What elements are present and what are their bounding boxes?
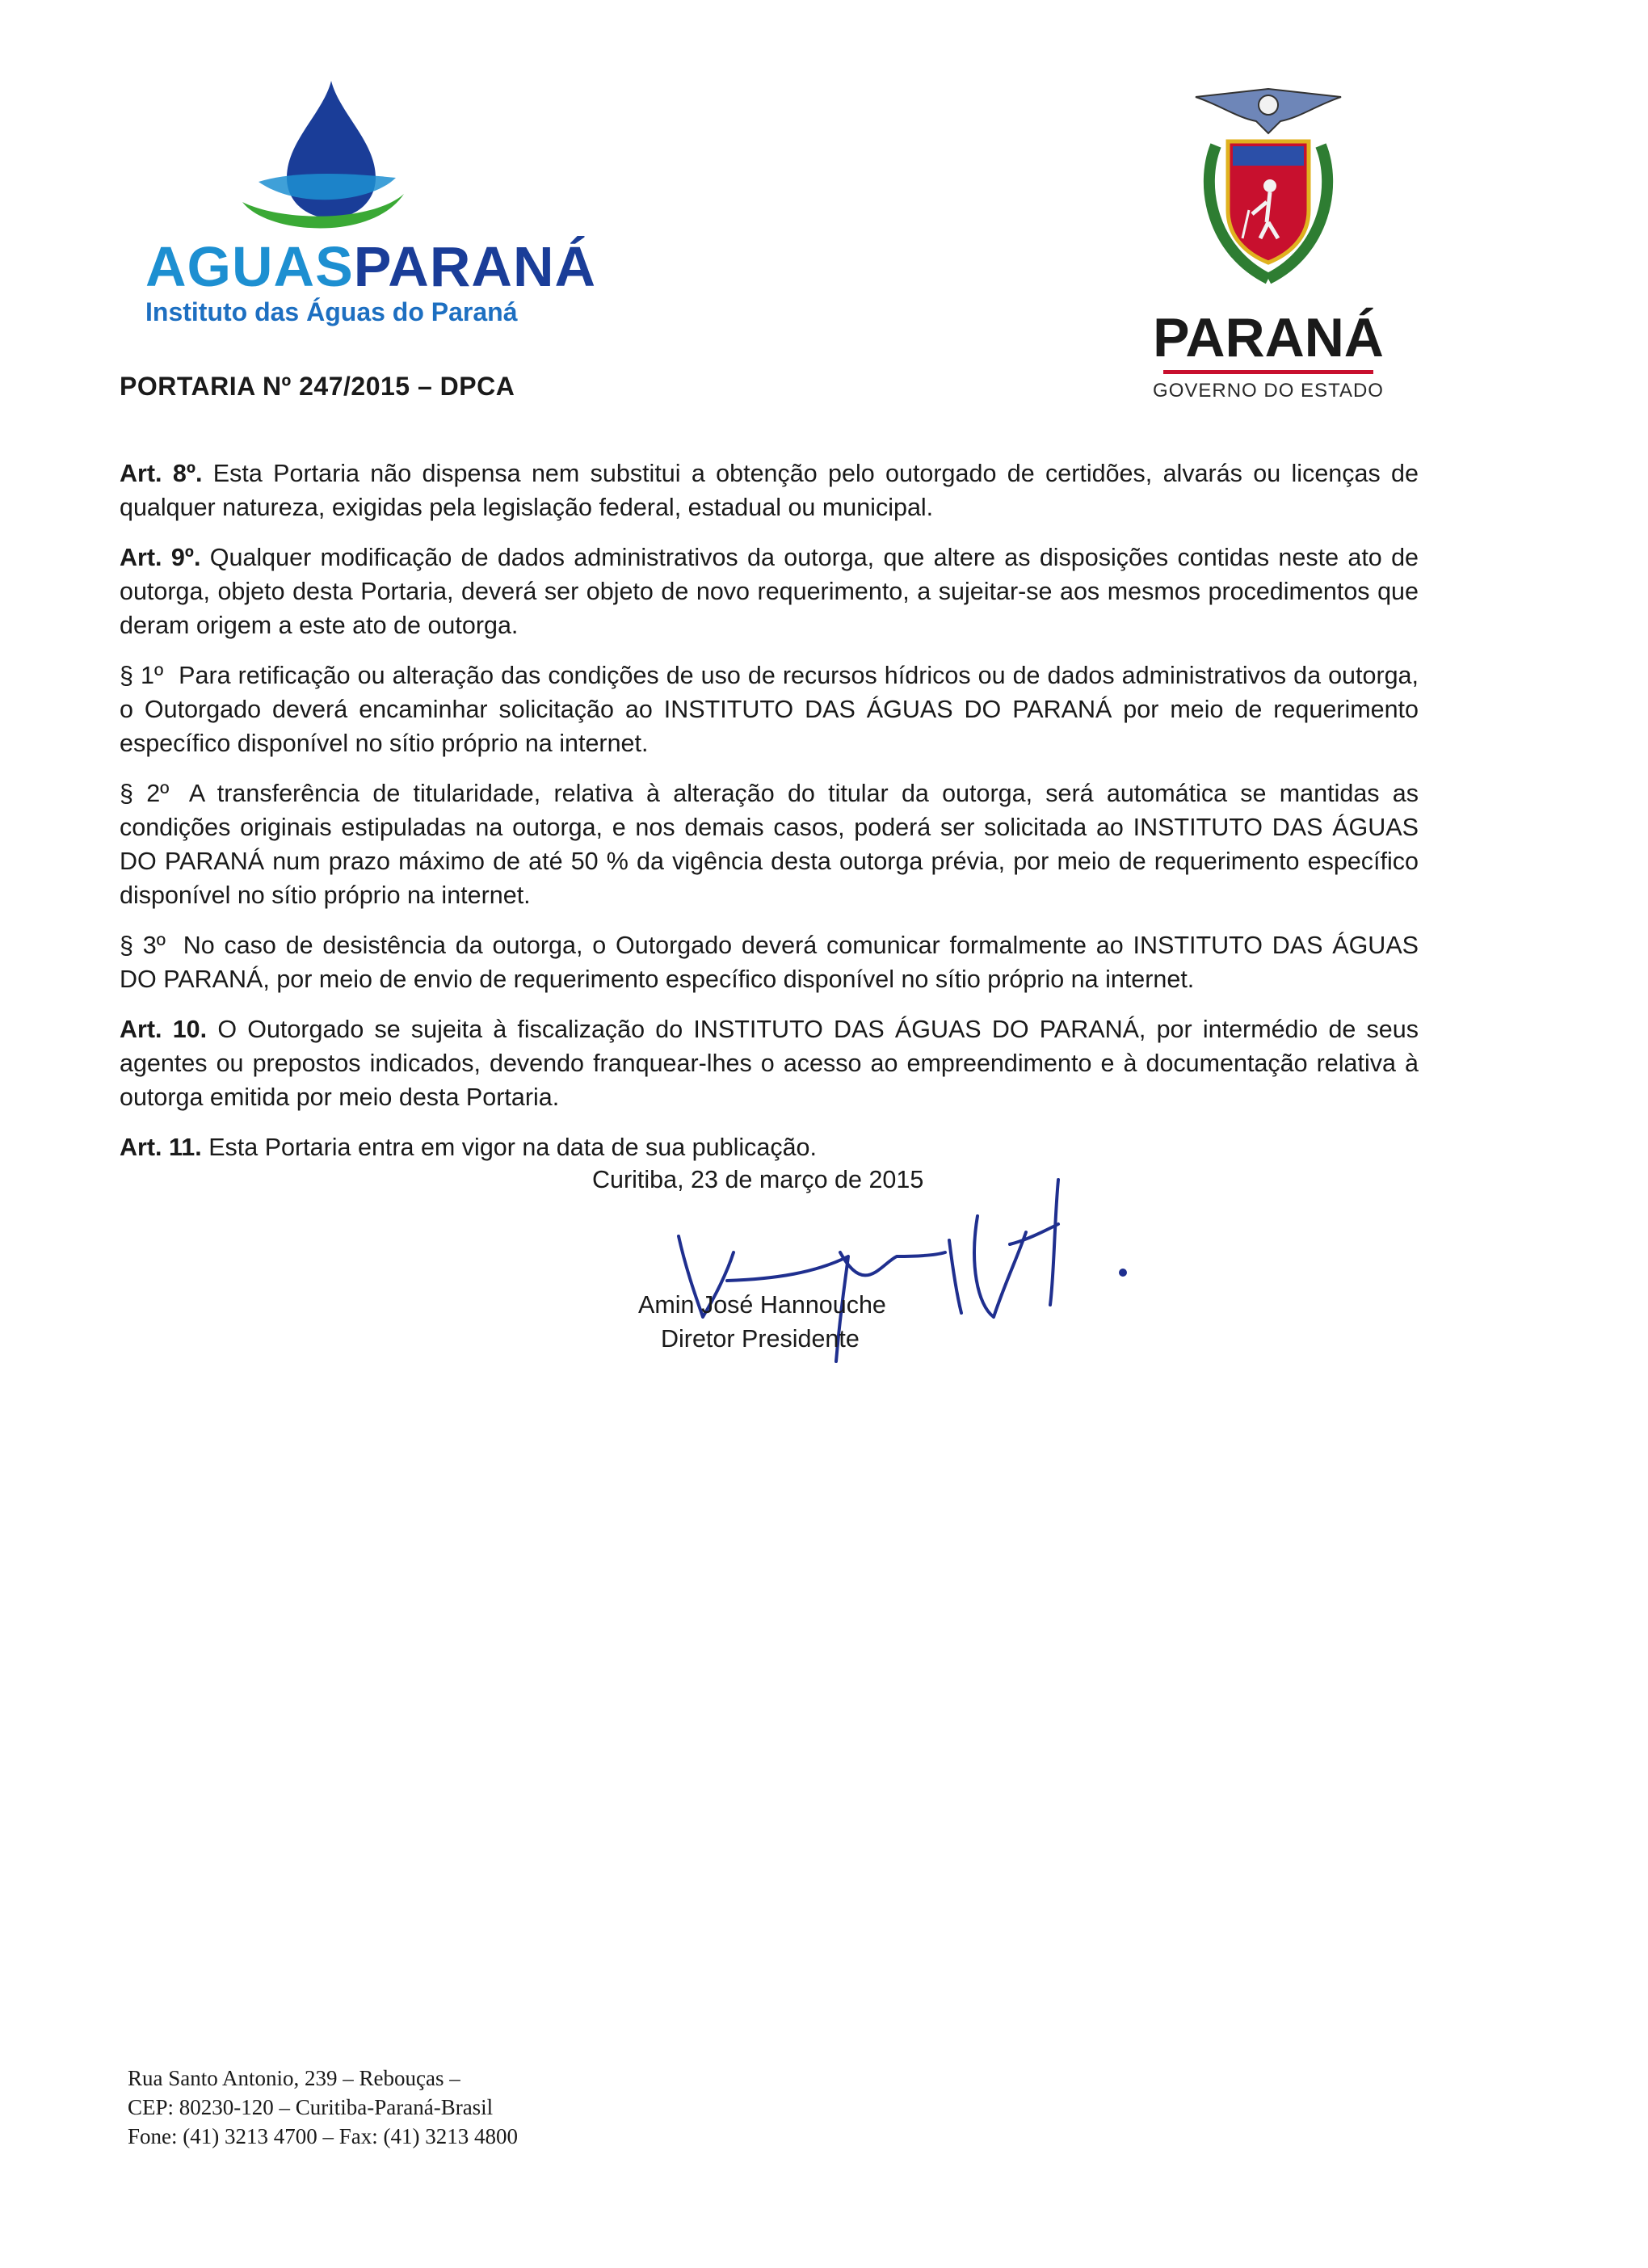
section-1: [120, 659, 1419, 760]
section-3: [120, 928, 1419, 996]
aguasparana-subtitle: Instituto das Águas do Paraná: [145, 297, 518, 326]
article-text: Esta Portaria entra em vigor na data de sua publicação.: [208, 1134, 817, 1161]
article-11: [120, 1130, 1419, 1164]
article-text: O Outorgado se sujeita à fiscalização do INSTITUTO DAS ÁGUAS DO PARANÁ, por intermédio de seus agentes ou prepostos indicados, devendo franquear-lhes o acesso ao empreendimento e à documentação relativa à outorga emitida por meio desta Portaria.: [120, 1016, 1419, 1111]
footer-address: [128, 2064, 518, 2151]
parana-government-logo: [1139, 73, 1398, 402]
section-text: No caso de desistência da outorga, o Outorgado deverá comunicar formalmente ao INSTITUTO DAS ÁGUAS DO PARANÁ, por meio de envio de requerimento específico disponível no sítio próprio na internet.: [120, 932, 1419, 993]
parana-subtitle: GOVERNO DO ESTADO: [1153, 380, 1384, 402]
parana-wordmark: PARANÁ: [1153, 307, 1384, 368]
section-2: [120, 776, 1419, 912]
footer-street: Rua Santo Antonio, 239 – Rebouças –: [128, 2066, 460, 2090]
footer-phone: Fone: (41) 3213 4700 – Fax: (41) 3213 4800: [128, 2124, 518, 2148]
article-9: [120, 541, 1419, 642]
coat-of-arms-icon: [1179, 73, 1357, 299]
footer-postal: CEP: 80230-120 – Curitiba-Paraná-Brasil: [128, 2095, 494, 2119]
article-text: Esta Portaria não dispensa nem substitui a obtenção pelo outorgado de certidões, alvarás ou licenças de qualquer natureza, exigidas pela legislação federal, estadual ou municipal.: [120, 460, 1419, 521]
section-text: Para retificação ou alteração das condições de uso de recursos hídricos ou de dados administrativos da outorga, o Outorgado deverá encaminhar solicitação ao INSTITUTO DAS ÁGUAS DO PARANÁ por meio de requerimento específico disponível no sítio próprio na internet.: [120, 662, 1419, 757]
aguasparana-logo: [145, 81, 597, 326]
parana-divider: [1163, 370, 1373, 374]
water-drop-icon: [210, 81, 420, 242]
section-label: § 1º: [120, 662, 164, 689]
section-label: § 3º: [120, 932, 166, 959]
document-title: PORTARIA Nº 247/2015 – DPCA: [120, 372, 515, 401]
section-text: A transferência de titularidade, relativa à alteração do titular da outorga, será automática se mantidas as condições originais estipuladas na outorga, e nos demais casos, poderá ser solicitada ao INSTITUTO DAS ÁGUAS DO PARANÁ num prazo máximo de até 50 % da vigência desta outorga prévia, por meio de requerimento específico disponível no sítio próprio na internet.: [120, 780, 1419, 909]
article-label: Art. 9º.: [120, 544, 201, 571]
aguasparana-wordmark: AGUASPARANÁ: [145, 235, 597, 298]
article-label: Art. 8º.: [120, 460, 203, 487]
signer-role: Diretor Presidente: [661, 1325, 860, 1353]
article-label: Art. 10.: [120, 1016, 208, 1043]
article-label: Art. 11.: [120, 1134, 202, 1161]
place-and-date: Curitiba, 23 de março de 2015: [592, 1166, 924, 1193]
signer-name: Amin José Hannouche: [638, 1291, 886, 1319]
section-label: § 2º: [120, 780, 170, 807]
article-8: [120, 457, 1419, 524]
article-10: [120, 1012, 1419, 1114]
document-body: [120, 457, 1419, 1180]
article-text: Qualquer modificação de dados administrativos da outorga, que altere as disposições contidas neste ato de outorga, objeto desta Portaria, deverá ser objeto de novo requerimento, a sujeitar-se aos mesmos procedimentos que deram origem a este ato de outorga.: [120, 544, 1419, 639]
